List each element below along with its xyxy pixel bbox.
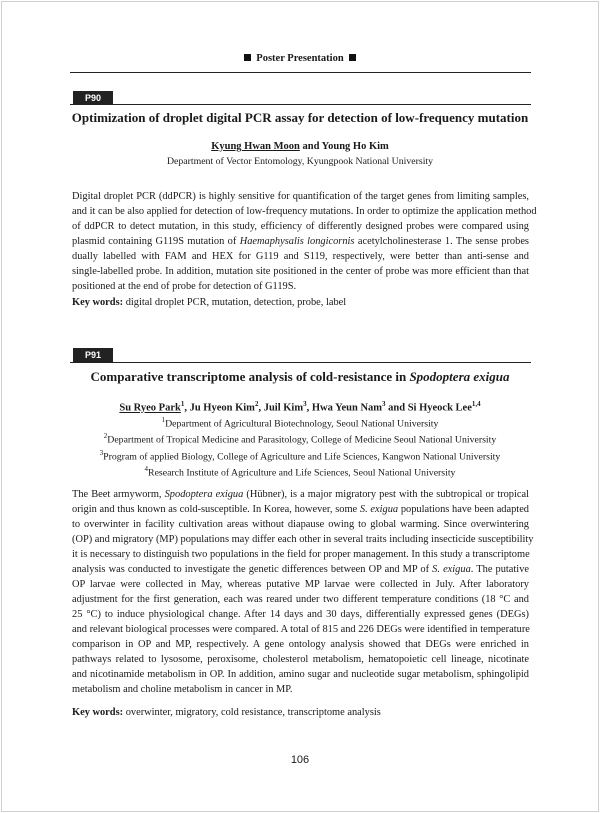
author-name: Su Ryeo Park bbox=[119, 402, 181, 414]
author-name: , Juil Kim bbox=[258, 402, 304, 414]
abstract-title-p91 bbox=[60, 369, 540, 385]
abstract-line: of ddPCR to detect mutation, in this study, efficiency of differently designed probes were compared using bbox=[72, 221, 529, 232]
line-segment: plasmid containing G119S mutation of bbox=[72, 236, 240, 247]
affiliation-line bbox=[60, 430, 540, 446]
abstract-line: it is necessary to distinguish two populations in the field for proper management. In this study a transcriptome bbox=[72, 549, 530, 560]
abstract-line: comparison in OP and MP, respectively. A gene ontology analysis showed that DEGs were enriched in bbox=[72, 639, 529, 650]
author-affiliation-mark: 2 bbox=[254, 400, 259, 408]
affiliation-text: Department of Agricultural Biotechnology, Seoul National University bbox=[165, 418, 439, 430]
co-authors: and Young Ho Kim bbox=[299, 141, 389, 152]
abstract-line: metabolism and choline metabolism in cancer in MP. bbox=[72, 684, 293, 695]
italic-term: Haemaphysalis longicornis bbox=[239, 236, 355, 247]
abstract-badge-p91: P91 bbox=[73, 348, 113, 362]
affiliation-mark: 1 bbox=[161, 416, 166, 424]
presenting-author: Kyung Hwan Moon bbox=[211, 141, 300, 152]
italic-term: S. exigua bbox=[432, 564, 471, 575]
abstract-line bbox=[72, 502, 529, 517]
abstract-body-p90 bbox=[72, 189, 537, 294]
author-affiliation-mark: 3 bbox=[303, 400, 307, 408]
running-header bbox=[0, 53, 600, 64]
abstract-line: (OP) and migratory (MP) populations may differ each other in several traits including insecticide susceptibility bbox=[72, 534, 534, 545]
affiliation-line: Department of Vector Entomology, Kyungpook National University bbox=[166, 156, 434, 167]
author-name: , Ju Hyeon Kim bbox=[184, 402, 255, 414]
abstract-line: Digital droplet PCR (ddPCR) is highly sensitive for quantification of the target genes from limiting samples, bbox=[72, 191, 529, 202]
abstract-line bbox=[72, 562, 529, 577]
line-segment: populations have been adapted bbox=[398, 504, 530, 515]
author-list-p91 bbox=[60, 400, 540, 414]
abstract-line: and nicotinamide metabolism in OP. In addition, amino sugar and nucleotide sugar metabolism, sphingolipid bbox=[72, 669, 529, 680]
square-bullet-icon bbox=[244, 54, 251, 61]
author-affiliation-mark: 1 bbox=[180, 400, 185, 408]
abstract-line: dually labelled with FAM and HEX for G119 and S119, respectively, were better than anti-sense and bbox=[72, 251, 529, 262]
affiliation-mark: 2 bbox=[103, 432, 108, 441]
author-list-p90 bbox=[60, 141, 540, 152]
section-title: Poster Presentation bbox=[256, 53, 344, 64]
line-segment: acetylcholinesterase 1. The sense probes bbox=[354, 236, 529, 247]
abstract-line bbox=[72, 234, 529, 249]
affiliation-mark: 3 bbox=[99, 448, 104, 457]
abstract-line: to overwinter in facility cultivation areas without diapause owing to global warming. Since overwintering bbox=[72, 519, 529, 530]
title-text: Comparative transcriptome analysis of cold-resistance in bbox=[90, 369, 410, 384]
line-segment: The Beet armyworm, bbox=[72, 489, 165, 500]
abstract-line: 25 °C) to induce physiological change. After 14 days and 30 days, differentially expressed genes (DEGs) bbox=[72, 609, 529, 620]
affiliation-text: Program of applied Biology, College of Agriculture and Life Sciences, Kangwon National University bbox=[103, 450, 501, 462]
keywords-label: Key words: bbox=[72, 707, 124, 718]
author-affiliation-mark: 3 bbox=[382, 400, 386, 408]
keywords-p90 bbox=[72, 297, 529, 308]
abstract-line: pathways related to lysosome, peroxisome, cholesterol metabolism, hematopoietic cell lineage, nicotinate bbox=[72, 654, 529, 665]
keywords-text: overwinter, migratory, cold resistance, transcriptome analysis bbox=[123, 707, 381, 718]
italic-term: S. exigua bbox=[359, 504, 399, 515]
line-segment: . The putative bbox=[470, 564, 529, 575]
abstract-line: positioned at the end of probe for detection of G119S. bbox=[72, 281, 297, 292]
author-affiliation-mark: 1,4 bbox=[471, 400, 481, 408]
affiliation-mark: 4 bbox=[144, 464, 149, 473]
affiliation-line bbox=[60, 463, 540, 479]
author-name: , Hwa Yeun Nam bbox=[306, 402, 383, 414]
keywords-text: digital droplet PCR, mutation, detection, probe, label bbox=[123, 297, 347, 308]
square-bullet-icon bbox=[349, 54, 356, 61]
keywords-label: Key words: bbox=[72, 297, 124, 308]
affiliation-line bbox=[60, 414, 540, 430]
affiliations-p91 bbox=[60, 414, 540, 479]
abstract-line: single-labelled probe. In addition, mutation site positioned in the center of probe was more efficient than that bbox=[72, 266, 529, 277]
abstract-title-p90: Optimization of droplet digital PCR assay for detection of low-frequency mutation bbox=[71, 110, 529, 125]
abstract-line: and relevant biological processes were compared. A total of 815 and 226 DEGs were identified in temperature bbox=[72, 624, 530, 635]
line-segment: origin and thus known as cold-susceptible. In Korea, however, some bbox=[72, 504, 360, 515]
affiliation-line bbox=[60, 447, 540, 463]
abstract-body-p91 bbox=[72, 487, 534, 697]
italic-term: Spodoptera exigua bbox=[164, 489, 244, 500]
keywords-p91 bbox=[72, 707, 529, 718]
line-segment: analysis was conducted to investigate the genetic differences between OP and MP of bbox=[72, 564, 433, 575]
section-rule-p90 bbox=[70, 104, 531, 105]
affiliation-text: Department of Tropical Medicine and Parasitology, College of Medicine Seoul National University bbox=[107, 434, 497, 446]
author-name: and Si Hyeock Lee bbox=[385, 402, 472, 414]
section-rule-p91 bbox=[70, 362, 531, 363]
header-rule bbox=[70, 72, 531, 73]
affiliation-p90 bbox=[60, 155, 540, 168]
affiliation-text: Research Institute of Agriculture and Life Sciences, Seoul National University bbox=[148, 467, 456, 479]
page-number: 106 bbox=[290, 754, 310, 766]
abstract-line bbox=[72, 487, 529, 502]
abstract-line: and it can be also applied for detection of low-frequency mutations. In order to optimize the application method bbox=[72, 206, 537, 217]
abstract-line: adjustment for the first generation, each was reared under two different temperature conditions (18 °C and bbox=[72, 594, 529, 605]
abstract-line: OP larvae were collected in May, whereas putative MP larvae were collected in July. After laboratory bbox=[72, 579, 529, 590]
line-segment: (Hübner), is a major migratory pest with the subtropical or tropical bbox=[243, 489, 529, 500]
abstract-badge-p90: P90 bbox=[73, 91, 113, 105]
title-species: Spodoptera exigua bbox=[409, 369, 510, 384]
